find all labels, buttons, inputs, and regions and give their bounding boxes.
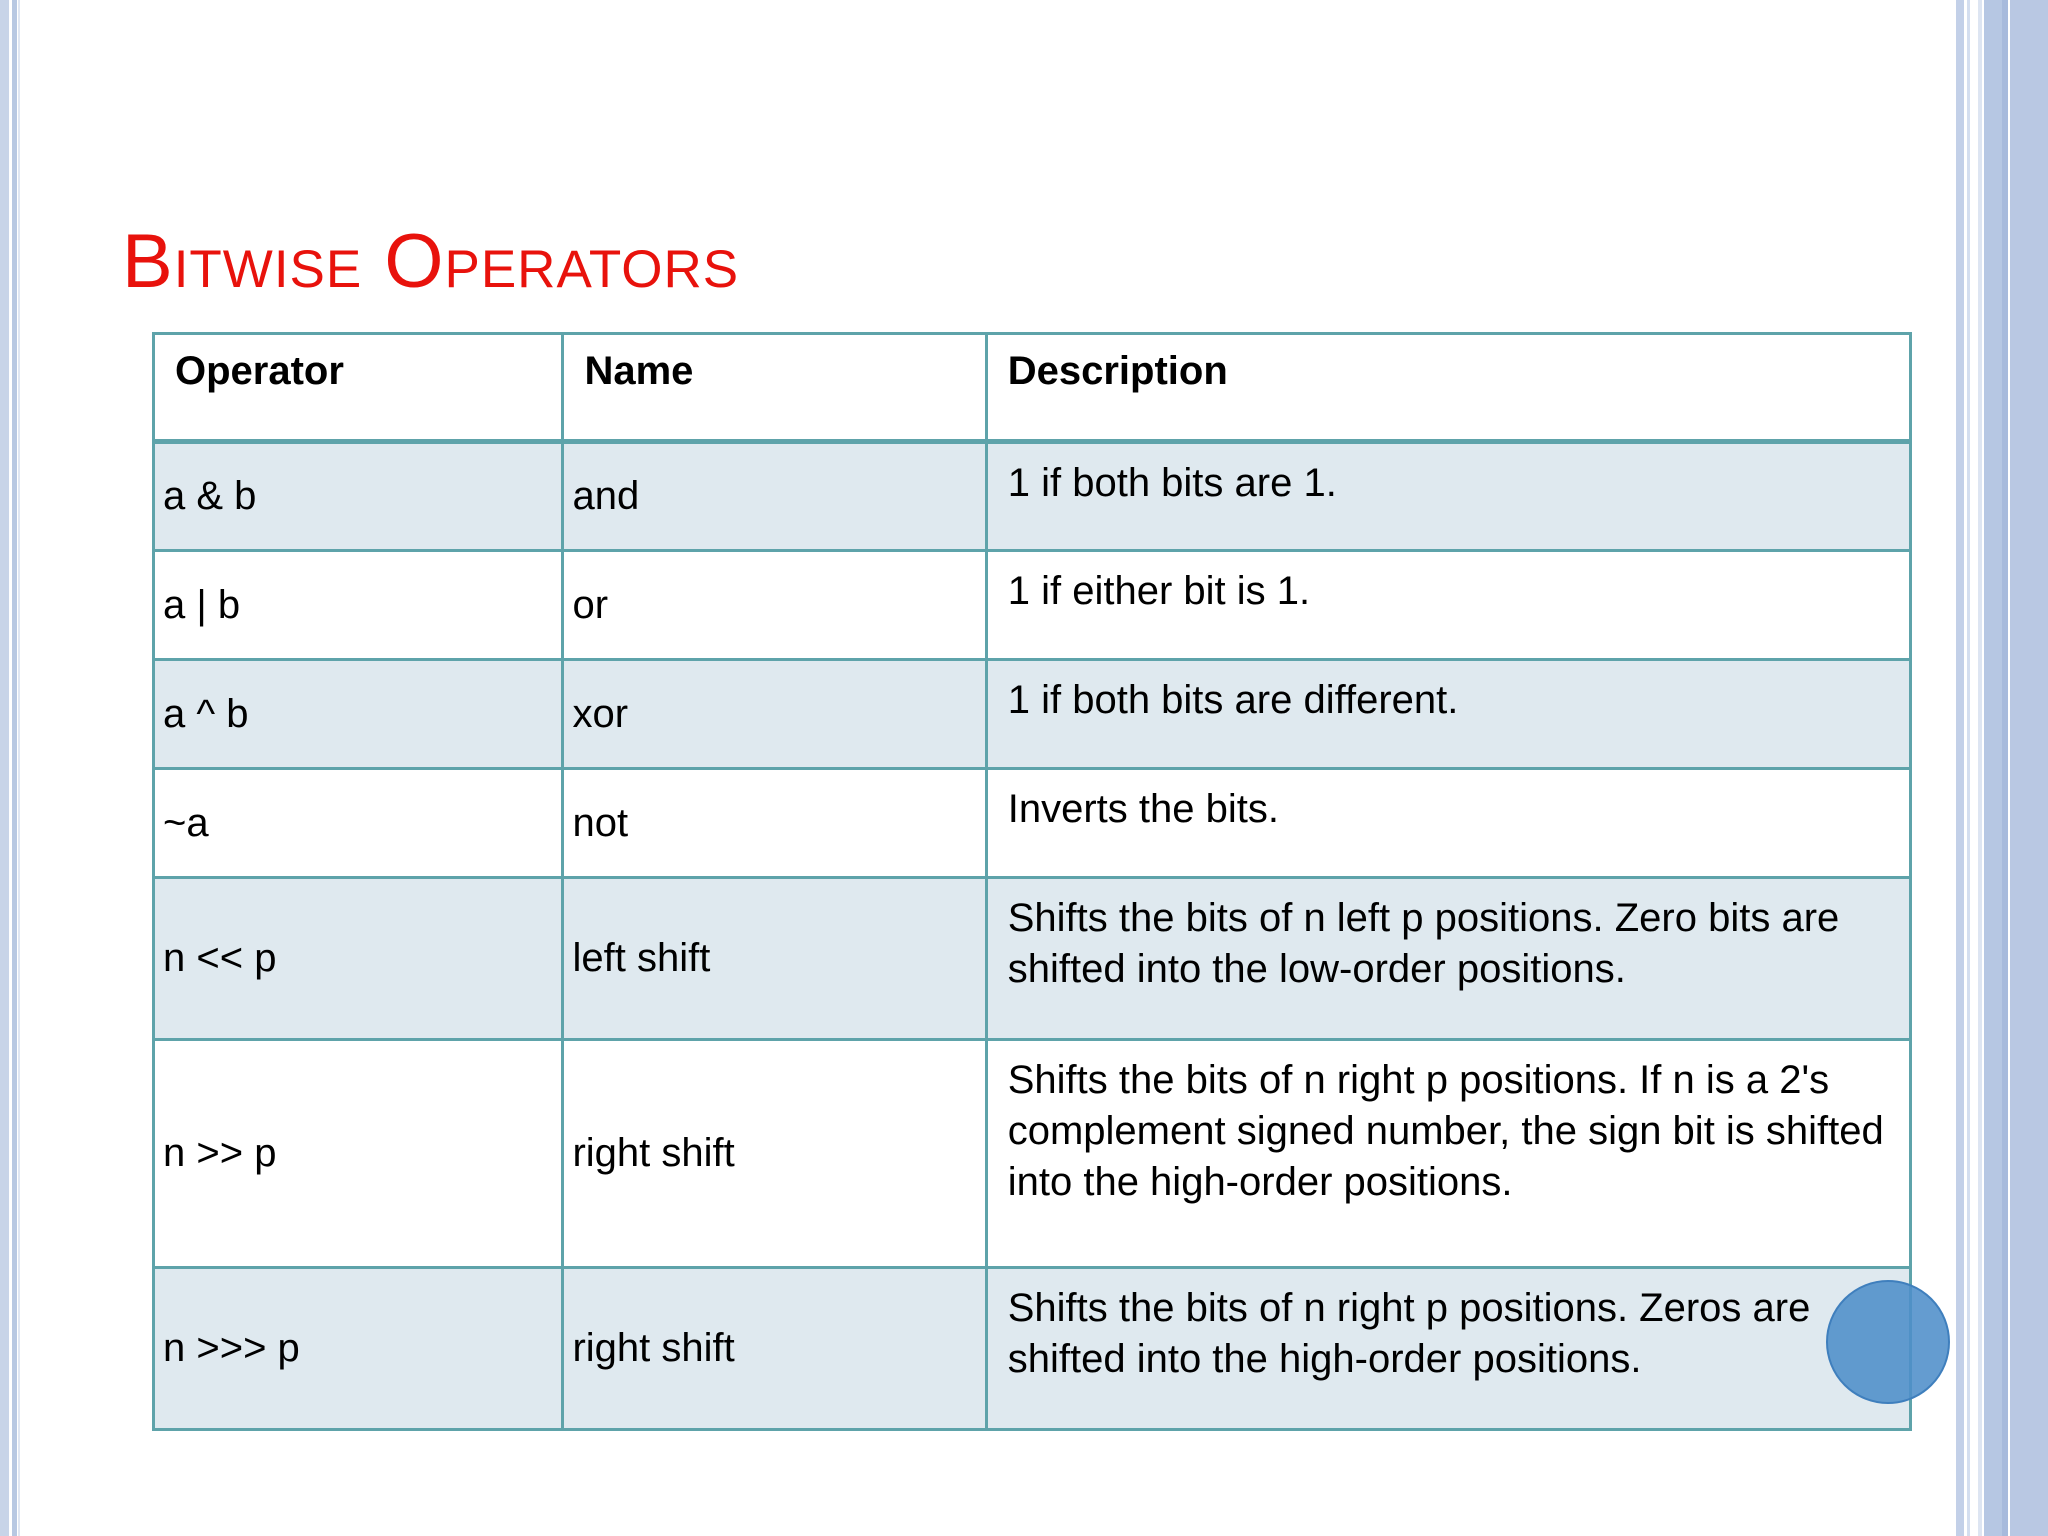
table-header-row xyxy=(154,334,1911,442)
description-cell: 1 if both bits are 1. xyxy=(986,442,1910,551)
name-cell: right shift xyxy=(563,1268,986,1430)
header-name: Name xyxy=(563,334,986,442)
name-cell: not xyxy=(563,769,986,878)
table-row xyxy=(154,1268,1911,1430)
description-cell: 1 if both bits are different. xyxy=(986,660,1910,769)
decorative-circle xyxy=(1826,1280,1950,1404)
right-border-stripe xyxy=(1967,0,1970,1536)
operator-cell: n << p xyxy=(154,878,563,1040)
slide-title: Bitwise Operators xyxy=(122,219,740,304)
left-border-decoration xyxy=(18,0,20,1536)
table-row xyxy=(154,660,1911,769)
operator-cell: n >>> p xyxy=(154,1268,563,1430)
table-row xyxy=(154,1040,1911,1268)
operator-cell: a ^ b xyxy=(154,660,563,769)
header-description: Description xyxy=(986,334,1910,442)
table-row xyxy=(154,442,1911,551)
description-cell: Shifts the bits of n right p positions. If n is a 2's complement signed number, the sign bit is shifted into the high-order positions. xyxy=(986,1040,1910,1268)
table-row xyxy=(154,769,1911,878)
name-cell: xor xyxy=(563,660,986,769)
operator-cell: a & b xyxy=(154,442,563,551)
right-border-stripe xyxy=(1956,0,1964,1536)
right-border-stripe xyxy=(1978,0,1982,1536)
table-row xyxy=(154,878,1911,1040)
left-border-decoration xyxy=(0,0,9,1536)
description-cell: 1 if either bit is 1. xyxy=(986,551,1910,660)
header-operator: Operator xyxy=(154,334,563,442)
operator-cell: a | b xyxy=(154,551,563,660)
right-border-stripe xyxy=(2002,0,2008,1536)
description-cell: Inverts the bits. xyxy=(986,769,1910,878)
operator-cell: n >> p xyxy=(154,1040,563,1268)
right-border-stripe xyxy=(1984,0,2002,1536)
operator-cell: ~a xyxy=(154,769,563,878)
right-border-stripe xyxy=(2010,0,2048,1536)
description-cell: Shifts the bits of n right p positions. Zeros are shifted into the high-order positions. xyxy=(986,1268,1910,1430)
operators-table xyxy=(152,332,1912,1431)
name-cell: right shift xyxy=(563,1040,986,1268)
name-cell: and xyxy=(563,442,986,551)
name-cell: or xyxy=(563,551,986,660)
description-cell: Shifts the bits of n left p positions. Zero bits are shifted into the low-order positions. xyxy=(986,878,1910,1040)
table-row xyxy=(154,551,1911,660)
left-border-decoration xyxy=(12,0,17,1536)
name-cell: left shift xyxy=(563,878,986,1040)
